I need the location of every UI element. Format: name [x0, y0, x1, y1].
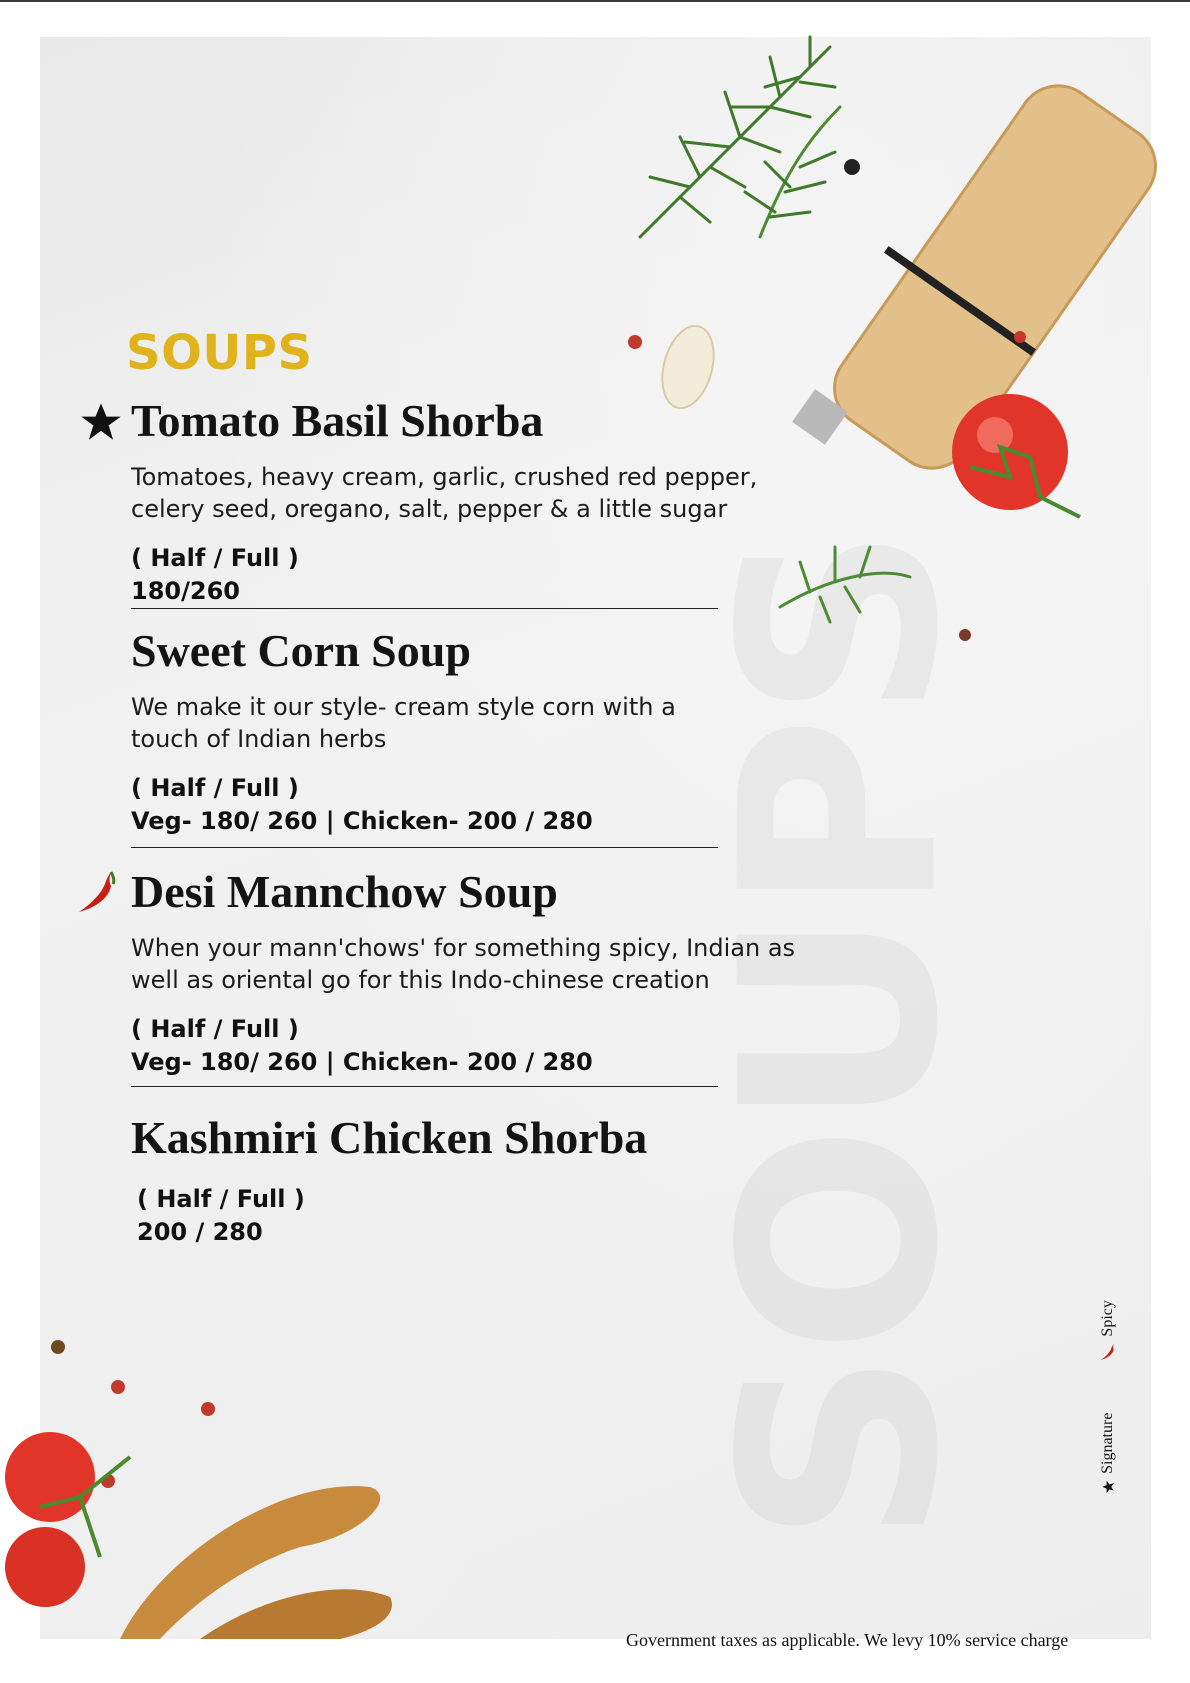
item-divider [131, 1086, 718, 1087]
item-description: When your mann'chows' for something spicy, Indian as well as oriental go for this Indo-chinese creation [131, 934, 796, 994]
item-price: Veg- 180/ 260 | Chicken- 200 / 280 [131, 1048, 593, 1076]
wooden-spoon-icon [120, 1486, 392, 1639]
item-name: Kashmiri Chicken Shorba [131, 1112, 648, 1163]
item-name: Tomato Basil Shorba [131, 395, 544, 446]
legend-spicy-label: Spicy [1099, 1300, 1116, 1337]
menu-item [131, 1112, 781, 1248]
menu-item [131, 395, 781, 607]
bottom-tomato-icon [5, 1432, 130, 1607]
item-price: 180/260 [131, 577, 240, 605]
item-portion-label: ( Half / Full ) [137, 1185, 305, 1213]
star-icon [79, 397, 123, 445]
item-description: Tomatoes, heavy cream, garlic, crushed red pepper, celery seed, oregano, salt, pepper & a little sugar [131, 463, 758, 523]
item-portion-label: ( Half / Full ) [131, 544, 299, 572]
item-divider [131, 847, 718, 848]
food-decoration [40, 37, 1151, 1639]
legend-star-icon [1101, 1480, 1115, 1494]
item-portion-label: ( Half / Full ) [131, 1015, 299, 1043]
menu-item [131, 866, 796, 1078]
item-portion-label: ( Half / Full ) [131, 774, 299, 802]
herb-sprig-icon [780, 547, 910, 622]
menu-item [131, 625, 781, 837]
menu-page [40, 37, 1151, 1650]
item-name: Sweet Corn Soup [131, 625, 471, 676]
item-description: We make it our style- cream style corn with a touch of Indian herbs [131, 693, 676, 753]
legend-signature-label: Signature [1099, 1412, 1116, 1474]
tax-footnote: Government taxes as applicable. We levy 10% service charge [626, 1630, 1069, 1650]
item-divider [131, 608, 718, 609]
rosemary-icon [640, 37, 840, 237]
item-price: 200 / 280 [137, 1218, 263, 1246]
section-title: SOUPS [126, 325, 313, 381]
legend-chili-icon [1099, 1337, 1117, 1367]
item-price: Veg- 180/ 260 | Chicken- 200 / 280 [131, 807, 593, 835]
top-border [0, 0, 1190, 2]
chili-icon [75, 868, 119, 916]
item-name: Desi Mannchow Soup [131, 866, 558, 917]
tomato-icon [952, 394, 1080, 517]
